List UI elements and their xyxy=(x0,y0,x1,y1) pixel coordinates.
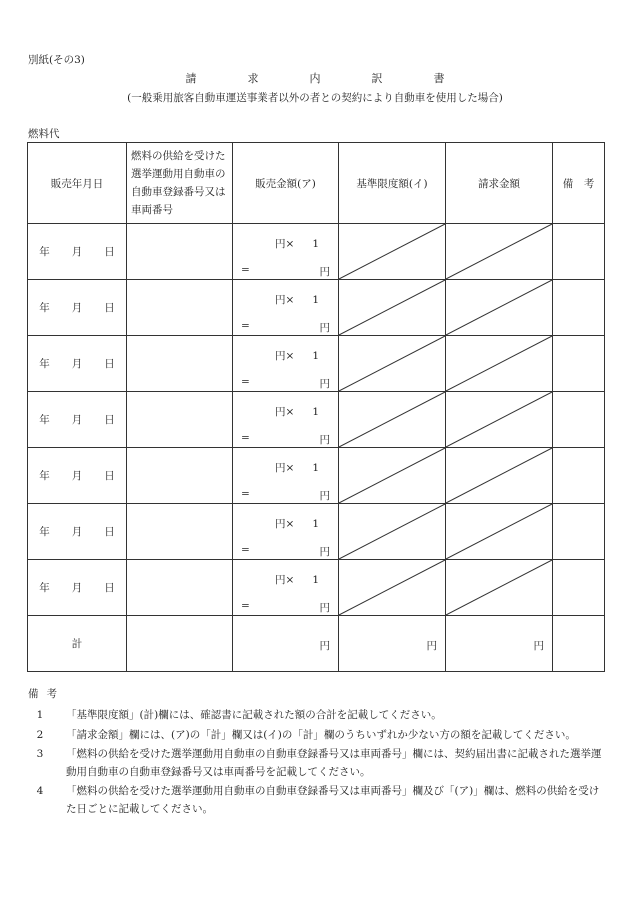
equals-sign: = xyxy=(241,544,250,556)
multiplier-one: 1 xyxy=(312,406,319,418)
yen-times: 円× xyxy=(275,294,295,306)
date-year: 年 xyxy=(39,582,50,594)
total-remarks-cell xyxy=(553,616,605,672)
note-number: 2 xyxy=(36,728,44,741)
yen-times: 円× xyxy=(275,406,295,418)
remarks-cell xyxy=(553,336,605,392)
total-sales-cell xyxy=(233,616,339,672)
sales-amount-cell xyxy=(233,280,339,336)
header-sale-date: 販売年月日 xyxy=(28,143,127,224)
table-row xyxy=(28,224,605,280)
section-label: 燃料代 xyxy=(28,128,60,140)
amount-line-1 xyxy=(275,516,319,531)
table-row xyxy=(28,504,605,560)
vehicle-number-cell xyxy=(127,448,233,504)
date-day: 日 xyxy=(104,414,115,426)
diagonal-strike xyxy=(339,560,445,615)
yen-unit: 円 xyxy=(319,602,330,614)
equals-sign: = xyxy=(241,600,250,612)
notes-list xyxy=(28,707,608,818)
date-month: 月 xyxy=(71,526,83,538)
multiplier-one: 1 xyxy=(312,350,319,362)
date-year: 年 xyxy=(39,358,50,370)
note-text: 「燃料の供給を受けた選挙運動用自動車の自動車登録番号又は車両番号」欄及び「(ア)」欄は、燃料の供給を受けた日ごとに記載してください。 xyxy=(66,785,600,815)
note-item xyxy=(28,783,608,818)
date-month: 月 xyxy=(71,470,83,482)
header-limit-amount: 基準限度額(イ) xyxy=(339,143,446,224)
note-number: 1 xyxy=(36,709,44,721)
claim-amount-cell xyxy=(446,448,553,504)
limit-amount-cell xyxy=(339,280,446,336)
diagonal-strike xyxy=(446,224,552,279)
attachment-label: 別紙(その3) xyxy=(28,54,85,66)
document-subtitle: (一般乗用旅客自動車運送事業者以外の者との契約により自動車を使用した場合) xyxy=(127,92,503,104)
sale-date-cell xyxy=(28,448,127,504)
vehicle-number-cell xyxy=(127,336,233,392)
date-year: 年 xyxy=(39,470,50,482)
date-year: 年 xyxy=(39,246,50,258)
amount-line-1 xyxy=(275,348,319,363)
equals-sign: = xyxy=(241,376,250,388)
diagonal-strike xyxy=(446,336,552,391)
yen-unit: 円 xyxy=(319,434,330,446)
sales-amount-cell xyxy=(233,504,339,560)
equals-sign: = xyxy=(241,320,250,332)
yen-unit: 円 xyxy=(319,266,330,278)
date-day: 日 xyxy=(104,526,115,538)
equals-sign: = xyxy=(241,432,250,444)
amount-line-1 xyxy=(275,572,319,587)
sales-amount-cell xyxy=(233,392,339,448)
note-item xyxy=(28,746,608,781)
header-claim-amount: 請求金額 xyxy=(446,143,553,224)
limit-amount-cell xyxy=(339,560,446,616)
multiplier-one: 1 xyxy=(312,518,319,530)
total-label: 計 xyxy=(28,616,127,672)
table-row xyxy=(28,392,605,448)
date-year: 年 xyxy=(39,526,50,538)
diagonal-strike xyxy=(446,280,552,335)
header-vehicle-number: 燃料の供給を受けた選挙運動用自動車の自動車登録番号又は車両番号 xyxy=(127,143,233,224)
total-claim-yen: 円 xyxy=(533,640,544,652)
claim-amount-cell xyxy=(446,280,553,336)
header-remarks: 備 考 xyxy=(553,143,605,224)
date-day: 日 xyxy=(104,470,115,482)
sale-date-cell xyxy=(28,280,127,336)
yen-times: 円× xyxy=(275,574,295,586)
limit-amount-cell xyxy=(339,448,446,504)
amount-line-1 xyxy=(275,236,319,251)
document-title xyxy=(0,70,630,86)
diagonal-strike xyxy=(446,560,552,615)
claim-amount-cell xyxy=(446,224,553,280)
yen-unit: 円 xyxy=(319,490,330,502)
diagonal-strike xyxy=(339,224,445,279)
date-month: 月 xyxy=(71,358,83,370)
date-year: 年 xyxy=(39,302,50,314)
notes-section xyxy=(28,686,608,820)
sale-date-cell xyxy=(28,224,127,280)
date-year: 年 xyxy=(39,414,50,426)
remarks-cell xyxy=(553,280,605,336)
diagonal-strike xyxy=(446,448,552,503)
table-row xyxy=(28,280,605,336)
total-limit-cell xyxy=(339,616,446,672)
sale-date-cell xyxy=(28,336,127,392)
note-text: 「燃料の供給を受けた選挙運動用自動車の自動車登録番号又は車両番号」欄には、契約届出書に記載された選挙運動用自動車の自動車登録番号又は車両番号を記載してください。 xyxy=(66,748,602,778)
remarks-cell xyxy=(553,224,605,280)
table-row xyxy=(28,336,605,392)
diagonal-strike xyxy=(446,504,552,559)
total-limit-yen: 円 xyxy=(426,640,437,652)
notes-title: 備考 xyxy=(28,688,65,700)
claim-amount-cell xyxy=(446,504,553,560)
table-row xyxy=(28,560,605,616)
note-number: 4 xyxy=(36,785,44,797)
vehicle-number-cell xyxy=(127,280,233,336)
date-month: 月 xyxy=(71,302,83,314)
claim-amount-cell xyxy=(446,560,553,616)
date-day: 日 xyxy=(104,582,115,594)
diagonal-strike xyxy=(339,280,445,335)
yen-times: 円× xyxy=(275,462,295,474)
diagonal-strike xyxy=(339,336,445,391)
diagonal-strike xyxy=(339,392,445,447)
total-vehicle-cell xyxy=(127,616,233,672)
sale-date-cell xyxy=(28,560,127,616)
table-header-row xyxy=(28,143,605,224)
vehicle-number-cell xyxy=(127,392,233,448)
equals-sign: = xyxy=(241,264,250,276)
yen-times: 円× xyxy=(275,518,295,530)
claim-breakdown-table xyxy=(27,142,605,672)
equals-sign: = xyxy=(241,488,250,500)
remarks-cell xyxy=(553,392,605,448)
limit-amount-cell xyxy=(339,336,446,392)
note-text: 「請求金額」欄には、(ア)の「計」欄又は(イ)の「計」欄のうちいずれか少ない方の額を記載してください。 xyxy=(66,728,576,741)
date-day: 日 xyxy=(104,246,115,258)
sales-amount-cell xyxy=(233,560,339,616)
yen-unit: 円 xyxy=(319,546,330,558)
vehicle-number-cell xyxy=(127,504,233,560)
limit-amount-cell xyxy=(339,392,446,448)
note-number: 3 xyxy=(36,748,44,760)
sales-amount-cell xyxy=(233,448,339,504)
amount-line-1 xyxy=(275,292,319,307)
table-body xyxy=(28,224,605,616)
multiplier-one: 1 xyxy=(312,462,319,474)
date-month: 月 xyxy=(71,582,83,594)
diagonal-strike xyxy=(339,448,445,503)
vehicle-number-cell xyxy=(127,560,233,616)
sales-amount-cell xyxy=(233,224,339,280)
total-claim-cell xyxy=(446,616,553,672)
amount-line-1 xyxy=(275,404,319,419)
sale-date-cell xyxy=(28,392,127,448)
multiplier-one: 1 xyxy=(312,238,319,250)
vehicle-number-cell xyxy=(127,224,233,280)
claim-amount-cell xyxy=(446,392,553,448)
limit-amount-cell xyxy=(339,504,446,560)
remarks-cell xyxy=(553,504,605,560)
multiplier-one: 1 xyxy=(312,294,319,306)
yen-times: 円× xyxy=(275,238,295,250)
table-total-row xyxy=(28,616,605,672)
sale-date-cell xyxy=(28,504,127,560)
note-item xyxy=(28,707,608,725)
remarks-cell xyxy=(553,560,605,616)
total-sales-yen: 円 xyxy=(319,640,330,652)
diagonal-strike xyxy=(339,504,445,559)
date-month: 月 xyxy=(71,246,83,258)
header-sales-amount: 販売金額(ア) xyxy=(233,143,339,224)
table-row xyxy=(28,448,605,504)
date-month: 月 xyxy=(71,414,83,426)
limit-amount-cell xyxy=(339,224,446,280)
note-text: 「基準限度額」(計)欄には、確認書に記載された額の合計を記載してください。 xyxy=(66,709,442,721)
document-title-text: 請 求 内 訳 書 xyxy=(185,72,465,85)
multiplier-one: 1 xyxy=(312,574,319,586)
sales-amount-cell xyxy=(233,336,339,392)
yen-times: 円× xyxy=(275,350,295,362)
claim-amount-cell xyxy=(446,336,553,392)
date-day: 日 xyxy=(104,358,115,370)
yen-unit: 円 xyxy=(319,378,330,390)
note-item xyxy=(28,727,608,745)
date-day: 日 xyxy=(104,302,115,314)
diagonal-strike xyxy=(446,392,552,447)
remarks-cell xyxy=(553,448,605,504)
yen-unit: 円 xyxy=(319,322,330,334)
amount-line-1 xyxy=(275,460,319,475)
